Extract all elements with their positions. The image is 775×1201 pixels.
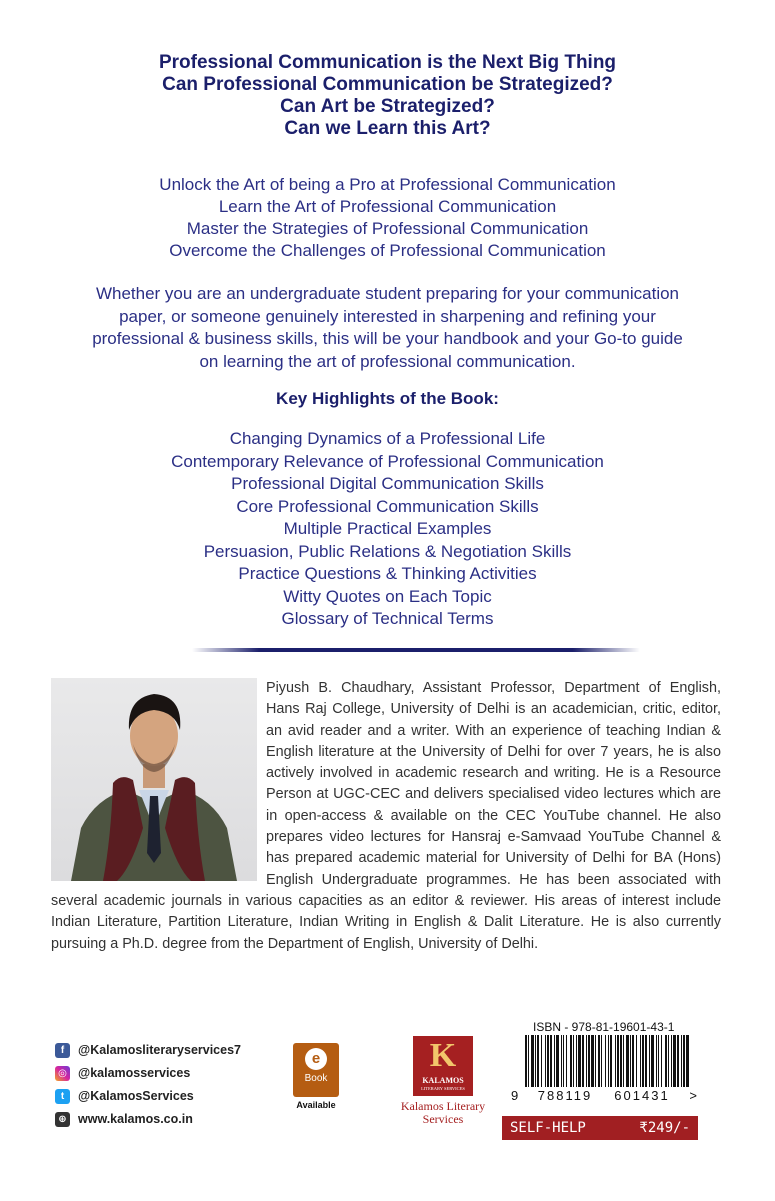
- barcode-bar: [566, 1035, 567, 1087]
- barcode-bar: [677, 1035, 679, 1087]
- headline-line-2: Can Professional Communication be Strategized?: [162, 74, 613, 95]
- barcode-bar: [608, 1035, 609, 1087]
- price-label: ₹249/-: [639, 1120, 690, 1136]
- barcode-bar: [554, 1035, 555, 1087]
- barcode-bar: [525, 1035, 527, 1087]
- logo-letter: K: [429, 1037, 457, 1074]
- barcode-bar: [640, 1035, 641, 1087]
- barcode-bar: [671, 1035, 672, 1087]
- highlights-title: Key Highlights of the Book:: [276, 389, 499, 408]
- logo-sub: LITERARY SERVICES: [421, 1086, 465, 1091]
- category-label: SELF-HELP: [510, 1120, 586, 1136]
- ebook-badge: [289, 1043, 343, 1110]
- barcode-bar: [561, 1035, 562, 1087]
- intro-paragraph: Whether you are an undergraduate student preparing for your communication paper, or someone genuinely interested in sharpening and refining your professional & business skills, this will be your handbook and your Go-to guide on learning the art of professional communication.: [92, 284, 683, 371]
- barcode-bar: [586, 1035, 587, 1087]
- social-facebook[interactable]: [55, 1040, 241, 1060]
- tagline-item: Learn the Art of Professional Communication: [218, 197, 557, 216]
- website-url: www.kalamos.co.in: [78, 1112, 193, 1126]
- publisher-name: [389, 1100, 497, 1126]
- category-price-bar: [502, 1116, 698, 1140]
- twitter-icon: t: [55, 1089, 70, 1104]
- barcode-bar: [582, 1035, 584, 1087]
- barcode-bar: [556, 1035, 559, 1087]
- bio-photo-space: [51, 678, 266, 886]
- headline-line-3: Can Art be Strategized?: [280, 96, 495, 117]
- barcode-group-1: 788119: [537, 1088, 593, 1103]
- highlights-list: [0, 428, 775, 631]
- tagline-item: Master the Strategies of Professional Communication: [186, 219, 589, 238]
- barcode: [511, 1035, 701, 1087]
- globe-icon: ⊕: [55, 1112, 70, 1127]
- barcode-bar: [673, 1035, 676, 1087]
- tagline-list: [0, 174, 775, 262]
- highlight-item: Changing Dynamics of a Professional Life: [229, 429, 546, 448]
- logo-name: KALAMOS: [422, 1076, 464, 1085]
- barcode-bar: [651, 1035, 654, 1087]
- tagline-item: Unlock the Art of being a Pro at Professional Communication: [159, 175, 616, 194]
- barcode-bar: [595, 1035, 596, 1087]
- highlight-item: Professional Digital Communication Skills: [231, 474, 544, 493]
- barcode-bar: [632, 1035, 634, 1087]
- barcode-bar: [661, 1035, 662, 1087]
- barcode-bar: [576, 1035, 577, 1087]
- highlight-item: Practice Questions & Thinking Activities: [238, 564, 537, 583]
- social-website[interactable]: [55, 1109, 241, 1129]
- headline-line-4: Can we Learn this Art?: [284, 118, 491, 139]
- barcode-bar: [537, 1035, 539, 1087]
- highlight-item: Witty Quotes on Each Topic: [283, 586, 492, 606]
- barcode-bar: [578, 1035, 581, 1087]
- barcode-bar: [642, 1035, 644, 1087]
- publisher-caption-line1: Kalamos Literary: [400, 1099, 486, 1113]
- barcode-bar: [588, 1035, 590, 1087]
- publisher-caption-line2: Services: [422, 1112, 464, 1126]
- barcode-bar: [636, 1035, 637, 1087]
- barcode-bar: [623, 1035, 624, 1087]
- isbn-label: ISBN - 978-81-19601-43-1: [533, 1020, 675, 1034]
- barcode-bar: [620, 1035, 622, 1087]
- barcode-bar: [649, 1035, 650, 1087]
- social-links: [55, 1040, 241, 1132]
- barcode-bar: [573, 1035, 574, 1087]
- facebook-icon: f: [55, 1043, 70, 1058]
- ebook-available-label: Available: [296, 1100, 336, 1110]
- barcode-bar: [545, 1035, 546, 1087]
- barcode-bar: [610, 1035, 612, 1087]
- ebook-word: Book: [304, 1073, 328, 1084]
- barcode-bar: [626, 1035, 629, 1087]
- barcode-bar: [535, 1035, 536, 1087]
- highlight-item: Glossary of Technical Terms: [281, 609, 494, 628]
- social-instagram[interactable]: [55, 1063, 241, 1083]
- barcode-bar: [686, 1035, 689, 1087]
- barcode-bar: [605, 1035, 606, 1087]
- headline: [0, 52, 775, 140]
- barcode-bar: [656, 1035, 657, 1087]
- barcode-bar: [630, 1035, 631, 1087]
- barcode-bar: [658, 1035, 659, 1087]
- author-bio-text: Piyush B. Chaudhary, Assistant Professor, Department of English, Hans Raj College, University of Delhi is an academician, critic, editor, an avid reader and a writer. With an experience of teaching Indian & English literature at the University of Delhi for over 7 years, he is also actively involved in academic research and writing. He is a Resource Person at UGC-CEC and delivers specialised video lectures which are in open-access & available on the CEC YouTube channel. He also prepares video lectures for Hansraj e-Samvaad YouTube Channel & has prepared academic material for University of Delhi for BA (Hons) English Undergraduate programmes. He has been associated with several academic journals in various capacities as an editor & reviewer. His areas of interest include Indian Literature, Partition Literature, Indian Writing in English & Dalit Literature. He is also currently pursuing a Ph.D. degree from the Department of English, University of Delhi.: [51, 680, 721, 952]
- barcode-bar: [591, 1035, 594, 1087]
- ebook-icon: [293, 1043, 339, 1097]
- barcode-bar: [528, 1035, 529, 1087]
- facebook-handle: @Kalamosliteraryservices7: [78, 1043, 241, 1057]
- barcode-bar: [645, 1035, 647, 1087]
- publisher-logo: [389, 1036, 497, 1126]
- barcode-digit-first: 9: [511, 1088, 519, 1103]
- barcode-bar: [615, 1035, 616, 1087]
- barcode-bar: [563, 1035, 564, 1087]
- barcode-end: >: [689, 1088, 697, 1103]
- kalamos-logo-icon: [413, 1036, 473, 1096]
- barcode-bar: [601, 1035, 602, 1087]
- barcode-digits: [511, 1088, 701, 1103]
- barcode-bar: [683, 1035, 685, 1087]
- barcode-bar: [598, 1035, 600, 1087]
- barcode-bar: [570, 1035, 572, 1087]
- highlight-item: Multiple Practical Examples: [283, 519, 492, 538]
- barcode-bar: [668, 1035, 669, 1087]
- social-twitter[interactable]: [55, 1086, 241, 1106]
- barcode-group-2: 601431: [614, 1088, 670, 1103]
- highlight-item: Contemporary Relevance of Professional Communication: [171, 451, 604, 471]
- barcode-bar: [547, 1035, 549, 1087]
- highlight-item: Core Professional Communication Skills: [236, 496, 539, 516]
- section-divider: [192, 648, 640, 652]
- tagline-item: Overcome the Challenges of Professional Communication: [169, 241, 606, 260]
- barcode-bar: [541, 1035, 542, 1087]
- twitter-handle: @KalamosServices: [78, 1089, 194, 1103]
- barcode-bar: [550, 1035, 552, 1087]
- barcode-bar: [665, 1035, 667, 1087]
- ebook-letter: e: [305, 1048, 327, 1070]
- author-bio: [51, 678, 721, 955]
- headline-line-1: Professional Communication is the Next Big Thing: [158, 52, 617, 73]
- instagram-handle: @kalamosservices: [78, 1066, 191, 1080]
- instagram-icon: ◎: [55, 1066, 70, 1081]
- highlight-item: Persuasion, Public Relations & Negotiation Skills: [203, 541, 572, 561]
- barcode-bar: [617, 1035, 619, 1087]
- barcode-bar: [531, 1035, 534, 1087]
- barcode-bar: [681, 1035, 682, 1087]
